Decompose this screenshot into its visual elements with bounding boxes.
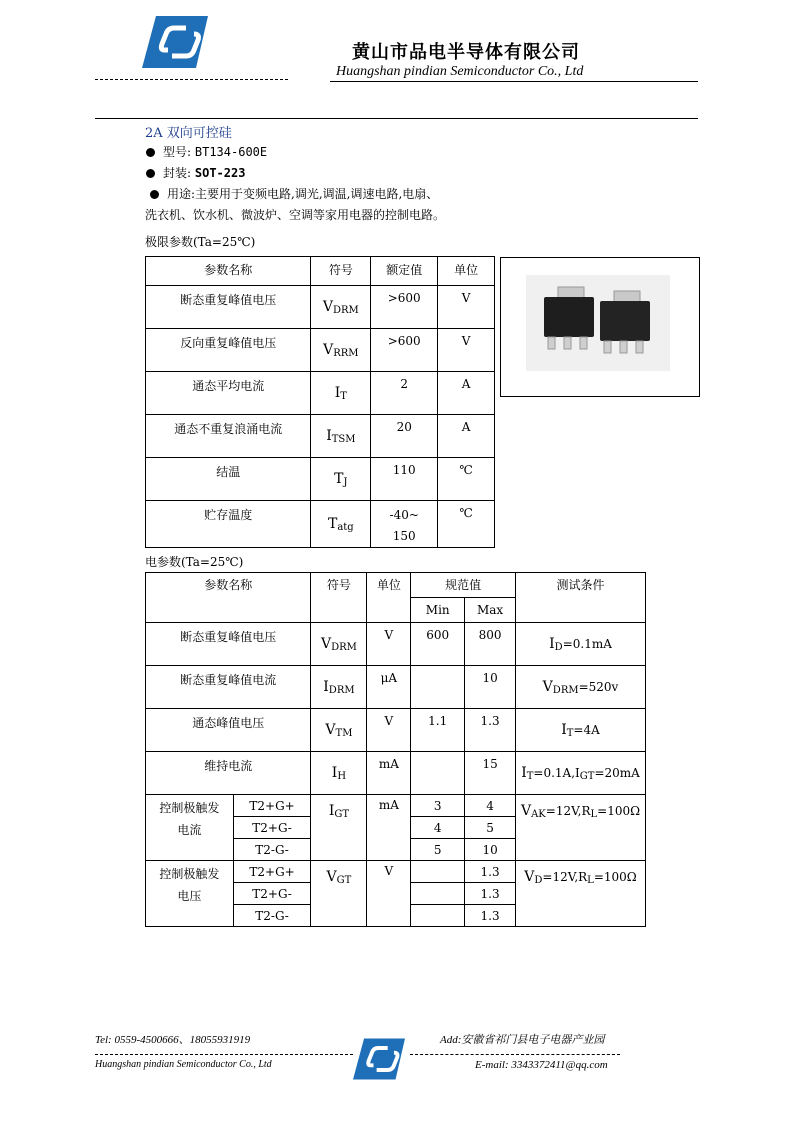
table-row: 控制极触发 电流 T2+G+ $I_{GT}$ mA 3 4 $V_{AK}=12V,R_L=100\Omega$	[146, 795, 646, 817]
bullet-icon	[146, 169, 155, 178]
footer-logo-icon	[353, 1038, 405, 1080]
company-name-en: Huangshan pindian Semiconductor Co., Ltd	[336, 64, 584, 79]
package-line: 封装: SOT-223	[146, 164, 245, 181]
elec-header-symbol: 符号	[311, 573, 367, 623]
table-row: 通态不重复浪涌电流 $I_{TSM}$ 20 A	[146, 415, 495, 458]
sot223-package-image	[526, 275, 670, 371]
table-row: 控制极触发 电压 T2+G+ $V_{GT}$ V 1.3 $V_D=12V,R_L=100\Omega$	[146, 861, 646, 883]
elec-table	[145, 572, 646, 927]
table-row: 通态峰值电压 $V_{TM}$ V 1.1 1.3 $I_T=4A$	[146, 709, 646, 752]
table-row: 断态重复峰值电压 $V_{DRM}$ V 600 800 $I_D=0.1mA$	[146, 623, 646, 666]
table-row: 结温 $T_J$ 110 ℃	[146, 458, 495, 501]
footer-address: Add:安徽省祁门县电子电器产业园	[440, 1034, 605, 1046]
header-rule-left	[95, 79, 288, 80]
model-value: BT134-600E	[194, 145, 268, 159]
table-row: 维持电流 $I_H$ mA 15 $I_T=0.1A,I_{GT}=20mA$	[146, 752, 646, 795]
elec-header-cond: 测试条件	[516, 573, 646, 623]
package-value: SOT-223	[194, 166, 246, 180]
table-row: 断态重复峰值电压 $V_{DRM}$ >600 V	[146, 286, 495, 329]
product-photo-frame	[500, 257, 700, 397]
limit-header-unit: 单位	[438, 257, 495, 286]
table-row: 断态重复峰值电流 $I_{DRM}$ μA 10 $V_{DRM}=520v$	[146, 666, 646, 709]
limit-table	[145, 256, 495, 548]
company-name-cn: 黄山市品电半导体有限公司	[352, 42, 580, 63]
elec-header-max: Max	[465, 598, 516, 623]
company-logo-icon	[142, 16, 208, 68]
footer-email: E-mail: 3343372411@qq.com	[475, 1059, 608, 1071]
elec-section-title: 电参数(Ta=25℃)	[145, 555, 244, 569]
bullet-icon	[146, 148, 155, 157]
usage-line-1: 用途:主要用于变频电路,调光,调温,调速电路,电扇、	[150, 185, 438, 202]
limit-header-rated: 额定值	[371, 257, 438, 286]
table-row: T2+G- 1.3	[146, 883, 646, 905]
product-title: 2A 双向可控硅	[145, 126, 232, 141]
bullet-icon	[150, 190, 159, 199]
table-row: 通态平均电流 $I_T$ 2 A	[146, 372, 495, 415]
elec-header-min: Min	[411, 598, 465, 623]
footer-tel: Tel: 0559-4500666、18055931919	[95, 1034, 251, 1046]
limit-header-name: 参数名称	[146, 257, 311, 286]
model-line: 型号: BT134-600E	[146, 143, 267, 160]
limit-header-symbol: 符号	[311, 257, 371, 286]
footer-rule-right	[410, 1054, 620, 1055]
usage-line-2: 洗衣机、饮水机、微波炉、空调等家用电器的控制电路。	[145, 208, 446, 222]
table-row: T2-G- 1.3	[146, 905, 646, 927]
table-row: T2+G- 4 5	[146, 817, 646, 839]
elec-header-spec: 规范值	[411, 573, 516, 598]
elec-header-unit: 单位	[367, 573, 411, 623]
footer-rule-left	[95, 1054, 353, 1055]
footer-company-en: Huangshan pindian Semiconductor Co., Ltd	[95, 1059, 272, 1070]
limit-section-title: 极限参数(Ta=25℃)	[145, 235, 256, 249]
elec-header-name: 参数名称	[146, 573, 311, 623]
table-row: 贮存温度 $T_{atg}$ -40~ 150 ℃	[146, 501, 495, 548]
table-row: T2-G- 5 10	[146, 839, 646, 861]
header-rule-right	[330, 81, 698, 82]
header-rule-bottom	[95, 118, 698, 119]
table-row: 反向重复峰值电压 $V_{RRM}$ >600 V	[146, 329, 495, 372]
